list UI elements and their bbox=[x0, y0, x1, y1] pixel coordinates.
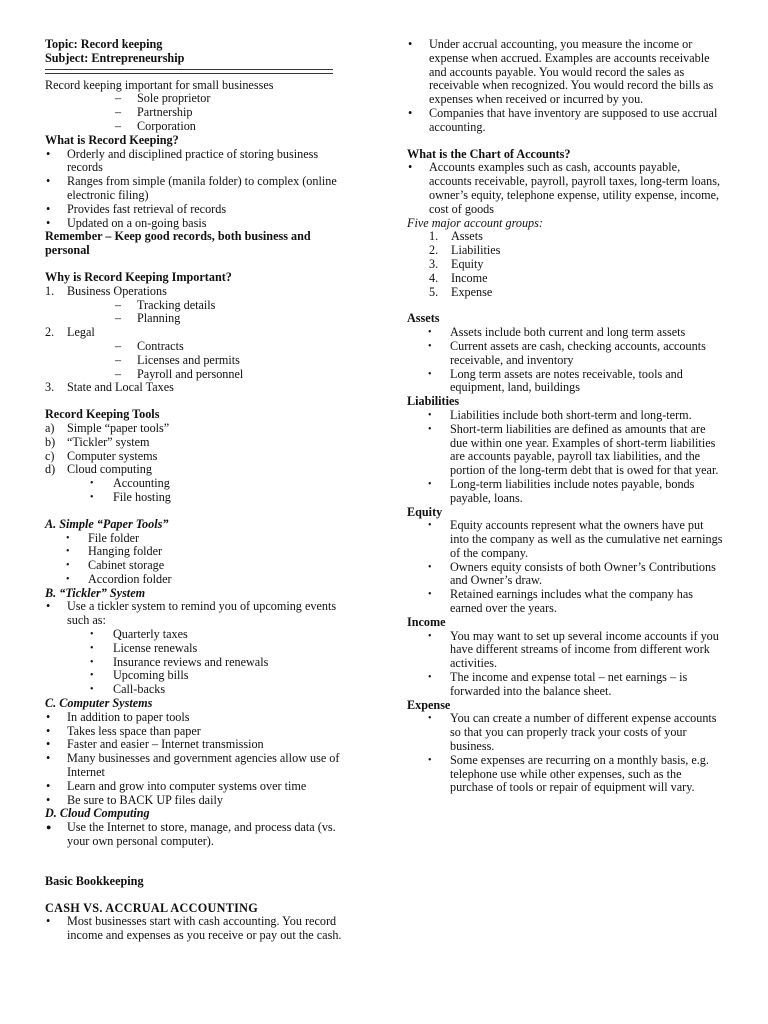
assets-heading: Assets bbox=[407, 311, 440, 326]
list-item: • Long-term liabilities include notes payable, bonds payable, loans. bbox=[428, 478, 723, 506]
cloud-list bbox=[45, 821, 357, 849]
list-item: • Upcoming bills bbox=[90, 669, 357, 683]
list-item: • Assets include both current and long term assets bbox=[428, 326, 723, 340]
list-item: • The income and expense total – net earnings – is forwarded into the balance sheet. bbox=[428, 671, 723, 699]
account-groups-list bbox=[407, 230, 723, 299]
cash-accounting-list bbox=[45, 915, 357, 943]
paper-tools-heading: A. Simple “Paper Tools” bbox=[45, 516, 169, 531]
right-column bbox=[407, 38, 723, 795]
equity-heading: Equity bbox=[407, 504, 443, 519]
list-item: • Many businesses and government agencies allow use of Internet bbox=[45, 752, 357, 780]
list-item: 4. Income bbox=[429, 270, 488, 285]
accrual-list bbox=[407, 38, 723, 135]
list-item: • File hosting bbox=[90, 491, 357, 505]
list-item: • Equity accounts represent what the owners have put into the company as well as the cumulative net earnings of the company. bbox=[428, 519, 723, 560]
tools-heading: Record Keeping Tools bbox=[45, 407, 160, 422]
list-item: • Provides fast retrieval of records bbox=[45, 203, 357, 217]
list-item: c) Computer systems bbox=[45, 448, 158, 463]
list-item: 1. Business Operations bbox=[45, 283, 167, 298]
why-sub-list bbox=[45, 299, 357, 327]
expense-list bbox=[407, 712, 723, 795]
list-item: • Learn and grow into computer systems over time bbox=[45, 780, 357, 794]
list-item: • Be sure to BACK UP files daily bbox=[45, 794, 357, 808]
account-groups-label: Five major account groups: bbox=[407, 215, 543, 230]
list-item: • Most businesses start with cash accounting. You record income and expenses as you receive or pay out the cash. bbox=[45, 915, 357, 943]
expense-heading: Expense bbox=[407, 697, 451, 712]
business-types-list bbox=[45, 92, 357, 133]
computer-list bbox=[45, 711, 357, 808]
income-list bbox=[407, 630, 723, 699]
cloud-sub-list bbox=[45, 477, 357, 505]
list-item: • Updated on a on-going basis bbox=[45, 217, 357, 231]
what-is-list bbox=[45, 148, 357, 231]
list-item: • Faster and easier – Internet transmission bbox=[45, 738, 357, 752]
computer-heading: C. Computer Systems bbox=[45, 696, 153, 711]
equity-list bbox=[407, 519, 723, 616]
cash-vs-accrual-heading: CASH VS. ACCRUAL ACCOUNTING bbox=[45, 900, 259, 915]
list-item: • Orderly and disciplined practice of storing business records bbox=[45, 148, 357, 176]
list-item: 3. State and Local Taxes bbox=[45, 380, 174, 395]
list-item: • Call-backs bbox=[90, 683, 357, 697]
list-item: 2. Liabilities bbox=[429, 243, 501, 258]
list-item: 2. Legal bbox=[45, 325, 95, 340]
list-item: 3. Equity bbox=[429, 256, 484, 271]
list-item: • Use a tickler system to remind you of upcoming events such as: bbox=[45, 600, 357, 628]
bookkeeping-heading: Basic Bookkeeping bbox=[45, 873, 144, 888]
list-item: • Retained earnings includes what the company has earned over the years. bbox=[428, 588, 723, 616]
tickler-heading: B. “Tickler” System bbox=[45, 585, 146, 600]
list-item: • Cabinet storage bbox=[66, 559, 357, 573]
tickler-events-list bbox=[45, 628, 357, 697]
list-item: • Some expenses are recurring on a monthly basis, e.g. telephone use while other expenses, such as the purchase of tools or repair of equipment will vary. bbox=[428, 754, 723, 795]
list-item: • File folder bbox=[66, 532, 357, 546]
list-item: • Ranges from simple (manila folder) to complex (online electronic filing) bbox=[45, 175, 357, 203]
why-sub-list bbox=[45, 340, 357, 381]
list-item: ● Use the Internet to store, manage, and process data (vs. your own personal computer). bbox=[45, 821, 357, 849]
why-heading: Why is Record Keeping Important? bbox=[45, 269, 232, 284]
what-is-heading: What is Record Keeping? bbox=[45, 132, 179, 147]
chart-of-accounts-list bbox=[407, 161, 723, 216]
list-item: • Accordion folder bbox=[66, 573, 357, 587]
list-item: • License renewals bbox=[90, 642, 357, 656]
list-item: b) “Tickler” system bbox=[45, 434, 150, 449]
list-item: • Hanging folder bbox=[66, 545, 357, 559]
cloud-heading: D. Cloud Computing bbox=[45, 806, 150, 821]
list-item: – Corporation bbox=[115, 120, 357, 134]
list-item: – Payroll and personnel bbox=[115, 368, 357, 382]
header-divider bbox=[45, 69, 333, 74]
income-heading: Income bbox=[407, 614, 446, 629]
assets-list bbox=[407, 326, 723, 395]
why-list bbox=[45, 381, 357, 395]
list-item: – Partnership bbox=[115, 106, 357, 120]
chart-of-accounts-heading: What is the Chart of Accounts? bbox=[407, 146, 571, 161]
remember-note: Remember – Keep good records, both business and personal bbox=[45, 229, 311, 258]
topic-line: Topic: Record keeping bbox=[45, 37, 163, 51]
list-item: – Sole proprietor bbox=[115, 92, 357, 106]
list-item: • Liabilities include both short-term and long-term. bbox=[428, 409, 723, 423]
list-item: • Accounting bbox=[90, 477, 357, 491]
list-item: • Insurance reviews and renewals bbox=[90, 656, 357, 670]
list-item: • Under accrual accounting, you measure the income or expense when accrued. Examples are accounts receivable and accounts payable. You would record the sales as receivable when recognized. You would record the bills as expenses when received or incurred by you. bbox=[407, 38, 723, 107]
list-item: • In addition to paper tools bbox=[45, 711, 357, 725]
paper-tools-list bbox=[45, 532, 357, 587]
why-list bbox=[45, 285, 357, 299]
list-item: 5. Expense bbox=[429, 284, 493, 299]
list-item: – Planning bbox=[115, 312, 357, 326]
list-item: 1. Assets bbox=[429, 229, 483, 244]
list-item: • Short-term liabilities are defined as amounts that are due within one year. Examples of short-term liabilities are accounts payable, payroll tax liabilities, and the portion of the long-term debt that is owed for that year. bbox=[428, 423, 723, 478]
list-item: – Contracts bbox=[115, 340, 357, 354]
list-item: • Accounts examples such as cash, accounts payable, accounts receivable, payroll, payroll taxes, long-term loans, owner’s equity, telephone expense, utility expense, income, cost of goods bbox=[407, 161, 723, 216]
list-item: • You may want to set up several income accounts if you have different streams of income from different work activities. bbox=[428, 630, 723, 671]
list-item: • Takes less space than paper bbox=[45, 725, 357, 739]
liabilities-heading: Liabilities bbox=[407, 394, 460, 409]
list-item: d) Cloud computing bbox=[45, 462, 152, 477]
list-item: a) Simple “paper tools” bbox=[45, 420, 170, 435]
list-item: – Tracking details bbox=[115, 299, 357, 313]
left-column bbox=[45, 38, 357, 943]
list-item: • Companies that have inventory are supposed to use accrual accounting. bbox=[407, 107, 723, 135]
list-item: • You can create a number of different expense accounts so that you can properly track your costs of your business. bbox=[428, 712, 723, 753]
subject-line: Subject: Entrepreneurship bbox=[45, 50, 185, 65]
why-list bbox=[45, 326, 357, 340]
intro-text: Record keeping important for small businesses bbox=[45, 77, 274, 92]
list-item: • Owners equity consists of both Owner’s Contributions and Owner’s draw. bbox=[428, 561, 723, 589]
tickler-intro-list bbox=[45, 600, 357, 628]
tools-list bbox=[45, 422, 357, 477]
list-item: • Quarterly taxes bbox=[90, 628, 357, 642]
liabilities-list bbox=[407, 409, 723, 506]
list-item: – Licenses and permits bbox=[115, 354, 357, 368]
list-item: • Current assets are cash, checking accounts, accounts receivable, and inventory bbox=[428, 340, 723, 368]
list-item: • Long term assets are notes receivable, tools and equipment, land, buildings bbox=[428, 368, 723, 396]
